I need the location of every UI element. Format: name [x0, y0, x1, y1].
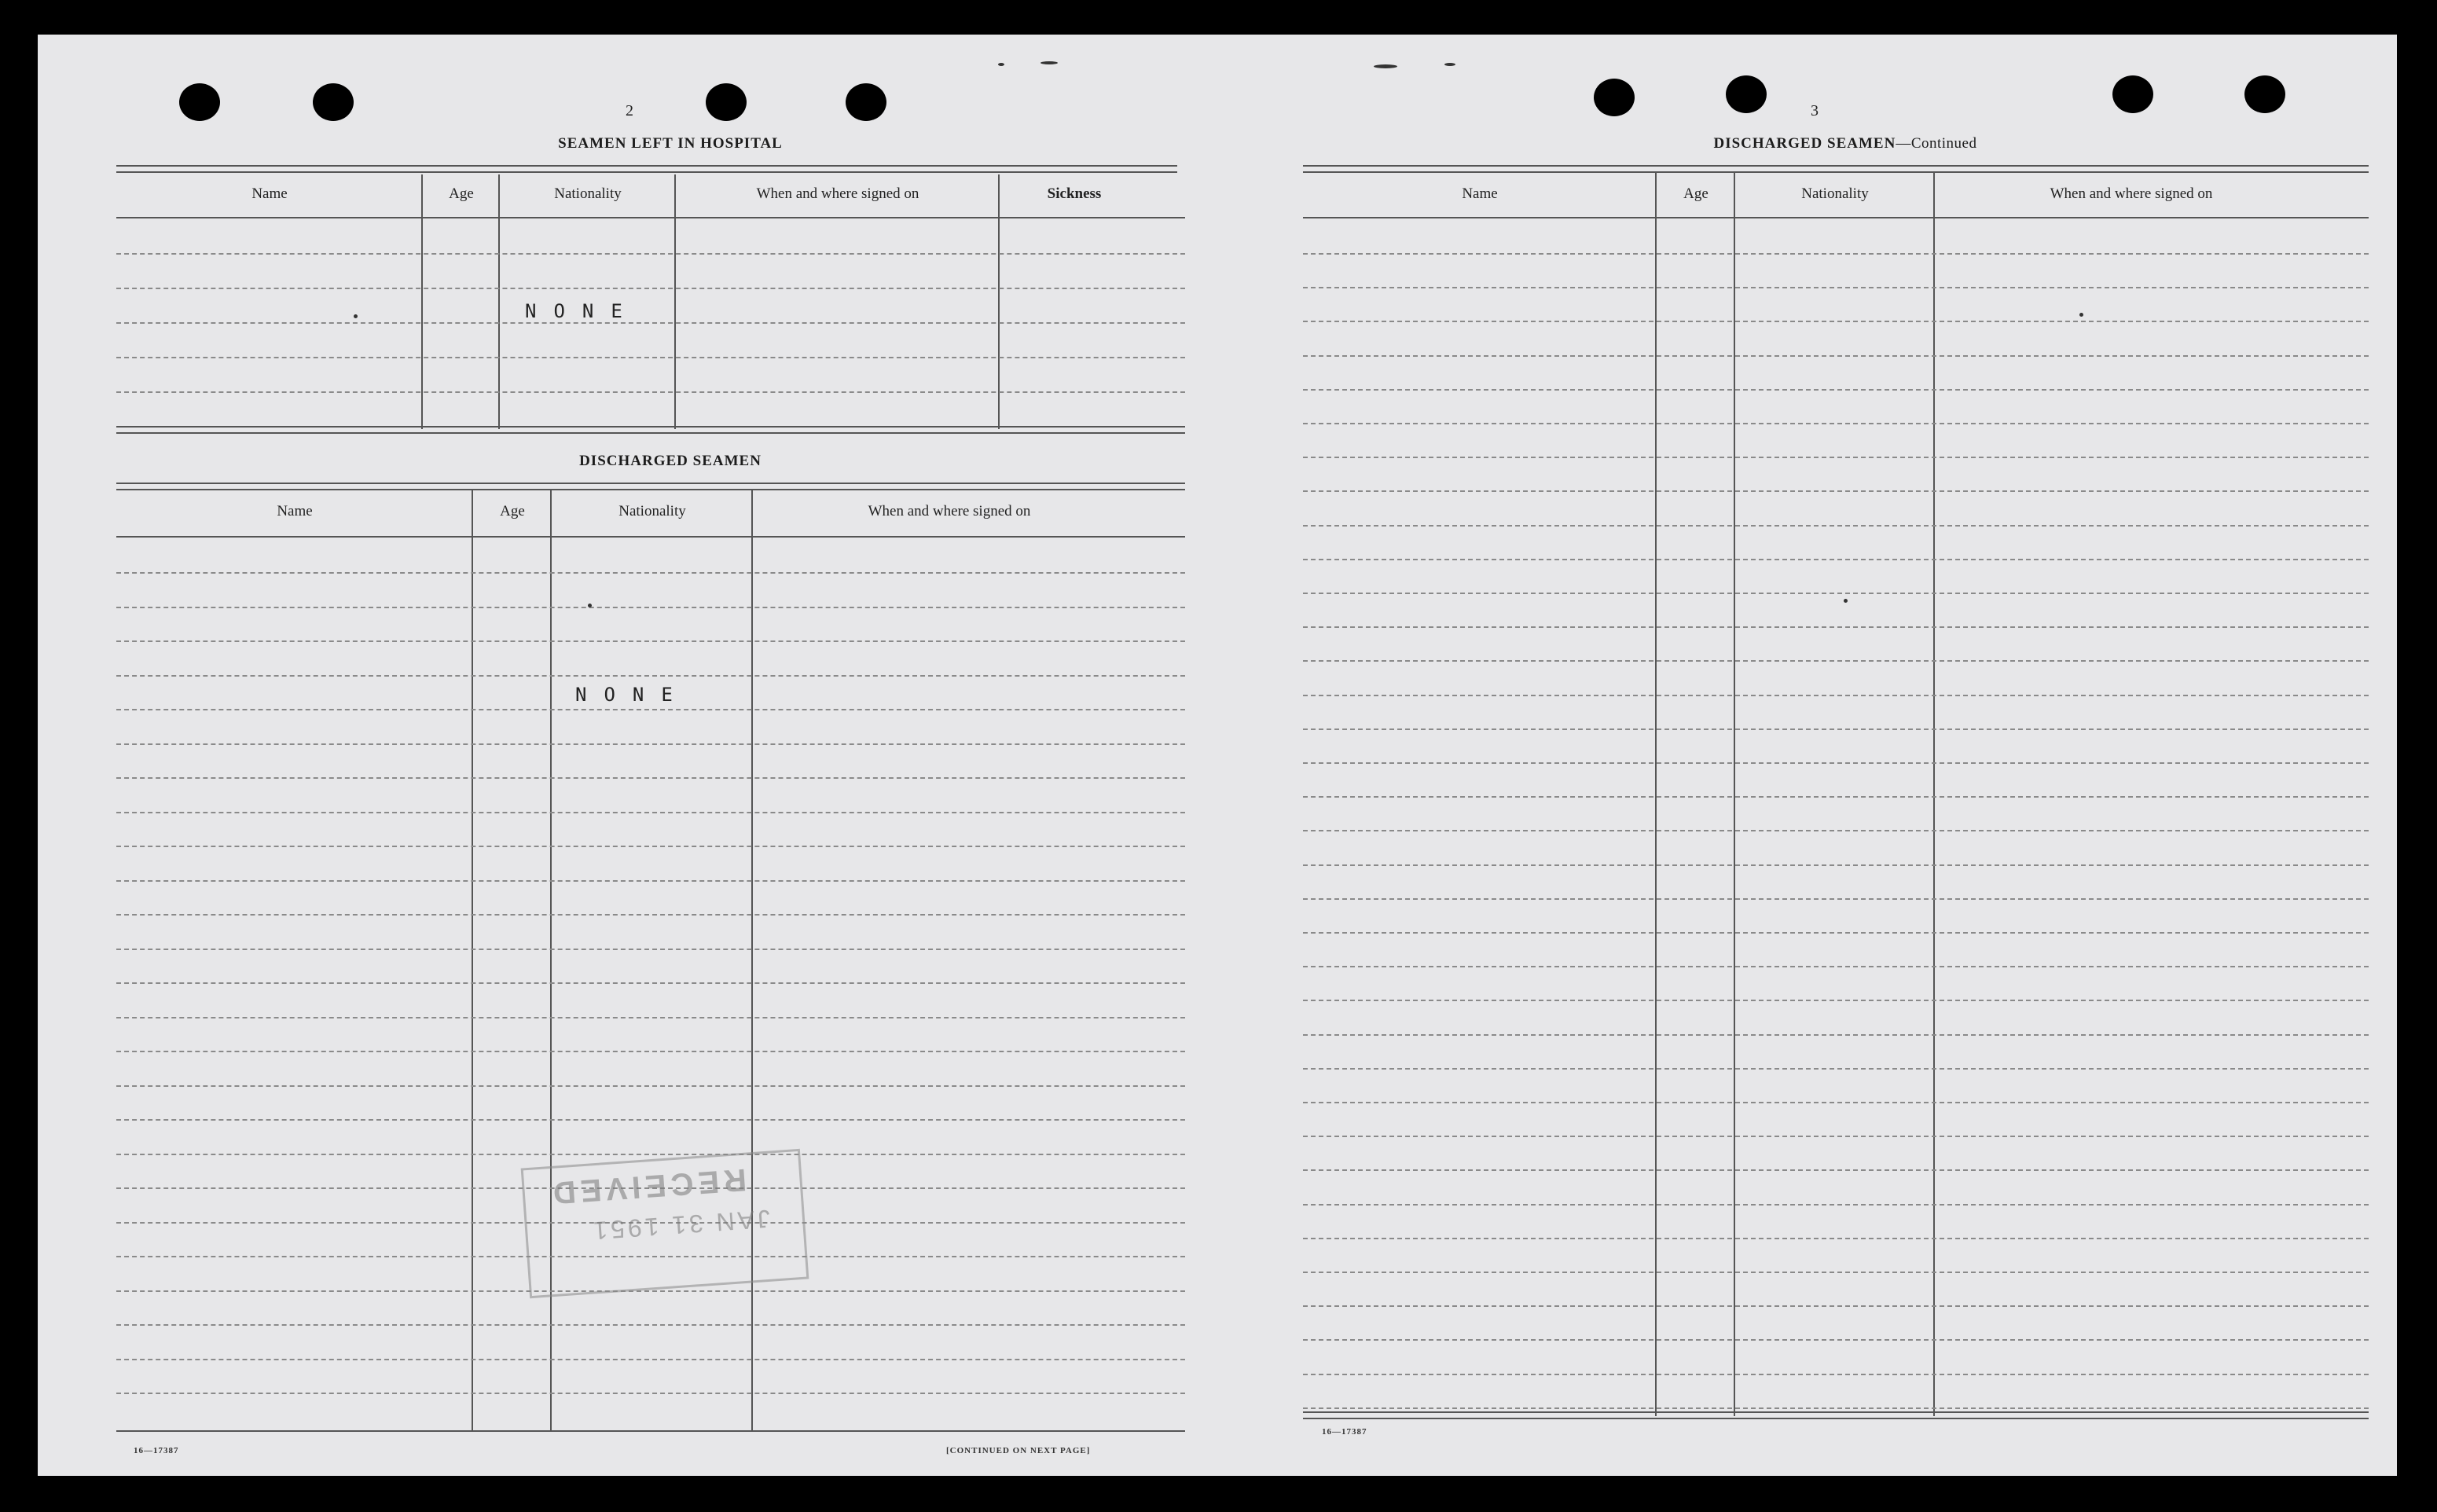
table-row-line [1303, 1169, 2369, 1171]
hospital-col-signed-on: When and where signed on [756, 185, 919, 202]
right-col-divider [1734, 171, 1735, 1416]
hospital-row-line [116, 288, 1185, 289]
table-row-line [116, 777, 1185, 779]
table-row-line [116, 1085, 1185, 1087]
ink-speck [588, 604, 592, 607]
table-row-line [116, 949, 1185, 950]
hospital-row-line [116, 322, 1185, 324]
table-row-line [116, 1393, 1185, 1394]
table-row-line [1303, 490, 2369, 492]
table-row-line [1303, 389, 2369, 391]
table-row-line [1303, 355, 2369, 357]
table-row-line [116, 1324, 1185, 1326]
ink-speck [2079, 313, 2083, 317]
table-row-line [1303, 287, 2369, 288]
table-row-line [1303, 1272, 2369, 1273]
hospital-top-rule [116, 165, 1177, 173]
right-top-rule [1303, 165, 2369, 173]
discharged-col-name: Name [277, 503, 313, 519]
table-row-line [116, 709, 1185, 710]
table-row-line [1303, 559, 2369, 560]
right-col-name: Name [1462, 185, 1498, 202]
table-row-line [1303, 864, 2369, 866]
table-row-line [1303, 1000, 2369, 1001]
table-row-line [116, 812, 1185, 813]
ink-speck [1844, 599, 1848, 603]
ink-speck [354, 314, 358, 318]
hospital-header-rule [116, 217, 1185, 218]
discharged-bottom-rule [116, 1430, 1185, 1432]
hospital-section-title: SEAMEN LEFT IN HOSPITAL [558, 135, 783, 152]
table-row-line [116, 1359, 1185, 1360]
discharged-typed-none: NONE [575, 684, 690, 706]
table-row-line [1303, 898, 2369, 900]
table-row-line [116, 675, 1185, 677]
discharged-header-rule [116, 536, 1185, 538]
table-row-line [1303, 1068, 2369, 1070]
table-row-line [1303, 1407, 2369, 1409]
discharged-top-rule [116, 483, 1185, 490]
punch-hole [1726, 75, 1767, 113]
table-row-line [116, 914, 1185, 916]
punch-hole [179, 83, 220, 121]
right-col-divider [1933, 171, 1935, 1416]
hospital-col-age: Age [449, 185, 474, 202]
hospital-typed-none: NONE [525, 300, 640, 322]
hospital-row-line [116, 253, 1185, 255]
ink-speck [998, 63, 1004, 66]
hospital-row-line [116, 391, 1185, 393]
table-row-line [1303, 660, 2369, 662]
table-row-line [1303, 525, 2369, 527]
table-row-line [1303, 1374, 2369, 1375]
hospital-col-sickness: Sickness [1047, 185, 1102, 202]
received-stamp [521, 1149, 809, 1298]
table-row-line [1303, 626, 2369, 628]
table-row-line [1303, 1305, 2369, 1307]
table-row-line [116, 640, 1185, 642]
page-number-left: 2 [626, 102, 633, 119]
hospital-col-nationality: Nationality [554, 185, 622, 202]
table-row-line [1303, 796, 2369, 798]
table-row-line [1303, 321, 2369, 322]
table-row-line [116, 1017, 1185, 1018]
page-number-right: 3 [1811, 102, 1819, 119]
table-row-line [116, 1119, 1185, 1121]
table-row-line [1303, 1204, 2369, 1206]
table-row-line [1303, 423, 2369, 424]
discharged-col-age: Age [500, 503, 525, 519]
table-row-line [1303, 593, 2369, 594]
table-row-line [1303, 1102, 2369, 1103]
table-row-line [1303, 1339, 2369, 1341]
ink-speck [1040, 61, 1058, 64]
stamp-received-text: RECEIVED [547, 1162, 748, 1211]
right-section-title [1594, 135, 2097, 152]
table-row-line [1303, 457, 2369, 458]
table-row-line [116, 1154, 1185, 1155]
table-row-line [116, 1290, 1185, 1292]
document-sheet [38, 35, 2397, 1476]
continued-note: [CONTINUED ON NEXT PAGE] [946, 1446, 1091, 1455]
table-row-line [116, 982, 1185, 984]
form-number-right: 16—17387 [1322, 1427, 1367, 1437]
punch-hole [706, 83, 747, 121]
punch-hole [2244, 75, 2285, 113]
table-row-line [1303, 1238, 2369, 1239]
table-row-line [116, 743, 1185, 745]
table-row-line [1303, 1034, 2369, 1036]
table-row-line [116, 880, 1185, 882]
right-col-nationality: Nationality [1801, 185, 1869, 202]
discharged-section-title: DISCHARGED SEAMEN [579, 453, 762, 469]
table-row-line [1303, 762, 2369, 764]
table-row-line [116, 1051, 1185, 1052]
right-col-divider [1655, 171, 1657, 1416]
punch-hole [313, 83, 354, 121]
right-title-main: DISCHARGED SEAMEN [1713, 135, 1896, 152]
table-row-line [1303, 1136, 2369, 1137]
table-row-line [116, 846, 1185, 847]
stamp-date-text: JAN 31 1951 [589, 1204, 772, 1246]
right-col-signed-on: When and where signed on [2050, 185, 2213, 202]
table-row-line [116, 572, 1185, 574]
punch-hole [1594, 79, 1635, 116]
discharged-col-nationality: Nationality [618, 503, 686, 519]
ink-speck [1374, 64, 1397, 68]
table-row-line [1303, 695, 2369, 696]
hospital-col-name: Name [251, 185, 288, 202]
table-row-line [1303, 966, 2369, 967]
right-bottom-rule [1303, 1411, 2369, 1419]
right-col-age: Age [1683, 185, 1708, 202]
table-row-line [1303, 728, 2369, 730]
punch-hole [846, 83, 886, 121]
punch-hole [2112, 75, 2153, 113]
table-row-line [116, 607, 1185, 608]
hospital-row-line [116, 357, 1185, 358]
discharged-col-signed-on: When and where signed on [868, 503, 1031, 519]
right-title-suffix: —Continued [1896, 135, 1977, 152]
right-header-rule [1303, 217, 2369, 218]
ink-speck [1444, 63, 1455, 66]
table-row-line [1303, 932, 2369, 934]
hospital-bottom-rule [116, 426, 1185, 434]
table-row-line [1303, 253, 2369, 255]
table-row-line [1303, 830, 2369, 831]
form-number-left: 16—17387 [134, 1446, 179, 1455]
